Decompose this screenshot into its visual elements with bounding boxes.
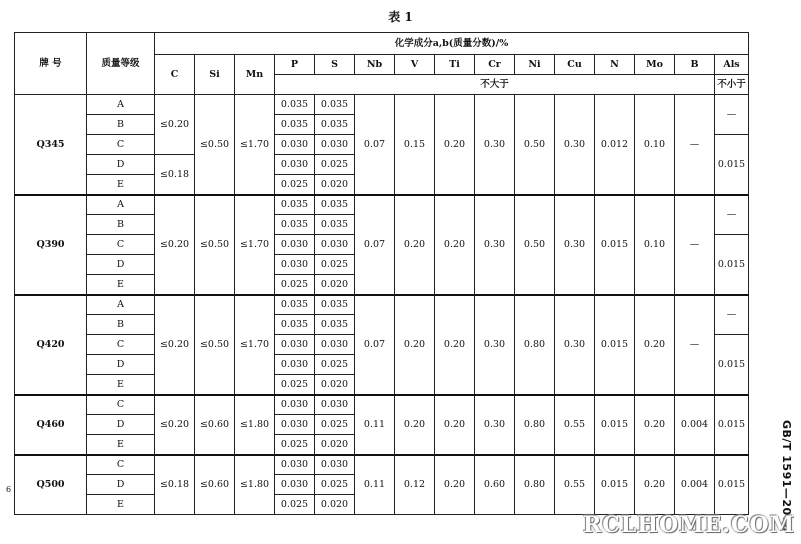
- cell-s: 0.025: [315, 415, 355, 435]
- grade-name: Q390: [15, 195, 87, 295]
- cell-si: ≤0.50: [195, 295, 235, 395]
- cell-c: ≤0.20: [155, 95, 195, 155]
- cell-b: 0.004: [675, 455, 715, 515]
- header-element: Als: [715, 55, 749, 75]
- quality-level: E: [87, 495, 155, 515]
- cell-s: 0.025: [315, 255, 355, 275]
- quality-level: D: [87, 415, 155, 435]
- cell-c: ≤0.18: [155, 455, 195, 515]
- cell-s: 0.030: [315, 335, 355, 355]
- cell-s: 0.030: [315, 395, 355, 415]
- cell-n: 0.015: [595, 195, 635, 295]
- watermark: RCLHOME.COM: [582, 512, 795, 538]
- cell-als: —: [715, 95, 749, 135]
- quality-level: E: [87, 435, 155, 455]
- cell-mn: ≤1.70: [235, 195, 275, 295]
- cell-v: 0.20: [395, 195, 435, 295]
- cell-cr: 0.30: [475, 195, 515, 295]
- cell-p: 0.035: [275, 295, 315, 315]
- table-title: 表 1: [388, 10, 413, 24]
- cell-p: 0.035: [275, 315, 315, 335]
- cell-p: 0.025: [275, 435, 315, 455]
- cell-s: 0.020: [315, 375, 355, 395]
- cell-s: 0.025: [315, 475, 355, 495]
- quality-level: B: [87, 215, 155, 235]
- header-composition: 化学成分a,b(质量分数)/%: [155, 33, 749, 55]
- page-mark: 6: [6, 485, 12, 494]
- quality-level: C: [87, 135, 155, 155]
- cell-p: 0.030: [275, 455, 315, 475]
- cell-als: 0.015: [715, 135, 749, 195]
- cell-s: 0.030: [315, 455, 355, 475]
- cell-p: 0.030: [275, 355, 315, 375]
- cell-cr: 0.30: [475, 395, 515, 455]
- cell-s: 0.035: [315, 215, 355, 235]
- header-element: V: [395, 55, 435, 75]
- quality-level: D: [87, 255, 155, 275]
- header-element: P: [275, 55, 315, 75]
- cell-als: —: [715, 295, 749, 335]
- cell-n: 0.012: [595, 95, 635, 195]
- cell-cr: 0.30: [475, 95, 515, 195]
- cell-p: 0.030: [275, 155, 315, 175]
- header-quality-level: 质量等级: [87, 33, 155, 95]
- quality-level: B: [87, 315, 155, 335]
- cell-nb: 0.11: [355, 395, 395, 455]
- cell-p: 0.030: [275, 135, 315, 155]
- quality-level: D: [87, 155, 155, 175]
- header-element: Si: [195, 55, 235, 95]
- cell-ni: 0.50: [515, 195, 555, 295]
- cell-s: 0.030: [315, 135, 355, 155]
- cell-s: 0.035: [315, 295, 355, 315]
- cell-s: 0.035: [315, 95, 355, 115]
- cell-als: 0.015: [715, 235, 749, 295]
- cell-v: 0.15: [395, 95, 435, 195]
- grade-name: Q500: [15, 455, 87, 515]
- cell-als: 0.015: [715, 455, 749, 515]
- cell-v: 0.20: [395, 295, 435, 395]
- quality-level: E: [87, 275, 155, 295]
- cell-mo: 0.20: [635, 295, 675, 395]
- cell-p: 0.025: [275, 275, 315, 295]
- cell-s: 0.020: [315, 175, 355, 195]
- cell-ni: 0.80: [515, 295, 555, 395]
- cell-mn: ≤1.70: [235, 95, 275, 195]
- cell-p: 0.035: [275, 95, 315, 115]
- cell-cr: 0.60: [475, 455, 515, 515]
- chemical-composition-table: [14, 32, 749, 515]
- cell-ti: 0.20: [435, 195, 475, 295]
- cell-v: 0.12: [395, 455, 435, 515]
- cell-nb: 0.07: [355, 295, 395, 395]
- quality-level: A: [87, 295, 155, 315]
- cell-ni: 0.80: [515, 455, 555, 515]
- cell-ti: 0.20: [435, 395, 475, 455]
- cell-si: ≤0.60: [195, 455, 235, 515]
- cell-cu: 0.30: [555, 195, 595, 295]
- header-element: Cr: [475, 55, 515, 75]
- header-element: Ti: [435, 55, 475, 75]
- quality-level: B: [87, 115, 155, 135]
- cell-n: 0.015: [595, 455, 635, 515]
- quality-level: A: [87, 195, 155, 215]
- cell-p: 0.025: [275, 375, 315, 395]
- grade-name: Q460: [15, 395, 87, 455]
- cell-als: 0.015: [715, 395, 749, 455]
- quality-level: C: [87, 395, 155, 415]
- cell-nb: 0.07: [355, 195, 395, 295]
- header-element: N: [595, 55, 635, 75]
- cell-cu: 0.55: [555, 455, 595, 515]
- cell-mo: 0.20: [635, 455, 675, 515]
- cell-ti: 0.20: [435, 95, 475, 195]
- cell-c: ≤0.20: [155, 195, 195, 295]
- quality-level: C: [87, 455, 155, 475]
- quality-level: A: [87, 95, 155, 115]
- cell-s: 0.025: [315, 155, 355, 175]
- quality-level: E: [87, 375, 155, 395]
- cell-als: 0.015: [715, 335, 749, 395]
- cell-b: —: [675, 295, 715, 395]
- cell-p: 0.035: [275, 195, 315, 215]
- standard-number-label: GB/T 1591—2008: [780, 420, 793, 532]
- header-element: Ni: [515, 55, 555, 75]
- cell-p: 0.035: [275, 115, 315, 135]
- cell-mn: ≤1.70: [235, 295, 275, 395]
- cell-ni: 0.50: [515, 95, 555, 195]
- cell-s: 0.025: [315, 355, 355, 375]
- cell-mo: 0.10: [635, 95, 675, 195]
- cell-ni: 0.80: [515, 395, 555, 455]
- cell-nb: 0.07: [355, 95, 395, 195]
- cell-p: 0.030: [275, 395, 315, 415]
- header-element: B: [675, 55, 715, 75]
- cell-s: 0.030: [315, 235, 355, 255]
- header-element: S: [315, 55, 355, 75]
- cell-s: 0.035: [315, 115, 355, 135]
- cell-cu: 0.55: [555, 395, 595, 455]
- cell-n: 0.015: [595, 295, 635, 395]
- cell-c: ≤0.20: [155, 295, 195, 395]
- cell-s: 0.020: [315, 435, 355, 455]
- cell-mo: 0.10: [635, 195, 675, 295]
- cell-p: 0.035: [275, 215, 315, 235]
- cell-s: 0.020: [315, 275, 355, 295]
- header-not-less: 不小于: [715, 75, 749, 95]
- header-element: Cu: [555, 55, 595, 75]
- cell-n: 0.015: [595, 395, 635, 455]
- cell-p: 0.025: [275, 175, 315, 195]
- cell-p: 0.025: [275, 495, 315, 515]
- quality-level: E: [87, 175, 155, 195]
- cell-s: 0.035: [315, 195, 355, 215]
- cell-cu: 0.30: [555, 95, 595, 195]
- cell-mn: ≤1.80: [235, 395, 275, 455]
- header-grade: 牌 号: [15, 33, 87, 95]
- cell-p: 0.030: [275, 475, 315, 495]
- cell-p: 0.030: [275, 255, 315, 275]
- cell-cr: 0.30: [475, 295, 515, 395]
- header-not-greater: 不大于: [275, 75, 715, 95]
- header-element: Nb: [355, 55, 395, 75]
- cell-ti: 0.20: [435, 295, 475, 395]
- header-element: Mo: [635, 55, 675, 75]
- cell-s: 0.020: [315, 495, 355, 515]
- cell-si: ≤0.60: [195, 395, 235, 455]
- quality-level: D: [87, 355, 155, 375]
- cell-p: 0.030: [275, 335, 315, 355]
- cell-c: ≤0.20: [155, 395, 195, 455]
- header-element: C: [155, 55, 195, 95]
- cell-b: 0.004: [675, 395, 715, 455]
- quality-level: C: [87, 335, 155, 355]
- cell-si: ≤0.50: [195, 95, 235, 195]
- cell-nb: 0.11: [355, 455, 395, 515]
- grade-name: Q420: [15, 295, 87, 395]
- cell-ti: 0.20: [435, 455, 475, 515]
- cell-p: 0.030: [275, 235, 315, 255]
- cell-mn: ≤1.80: [235, 455, 275, 515]
- cell-als: —: [715, 195, 749, 235]
- cell-c: ≤0.18: [155, 155, 195, 195]
- cell-s: 0.035: [315, 315, 355, 335]
- cell-b: —: [675, 95, 715, 195]
- cell-b: —: [675, 195, 715, 295]
- cell-cu: 0.30: [555, 295, 595, 395]
- quality-level: C: [87, 235, 155, 255]
- grade-name: Q345: [15, 95, 87, 195]
- quality-level: D: [87, 475, 155, 495]
- cell-v: 0.20: [395, 395, 435, 455]
- cell-si: ≤0.50: [195, 195, 235, 295]
- header-element: Mn: [235, 55, 275, 95]
- cell-p: 0.030: [275, 415, 315, 435]
- cell-mo: 0.20: [635, 395, 675, 455]
